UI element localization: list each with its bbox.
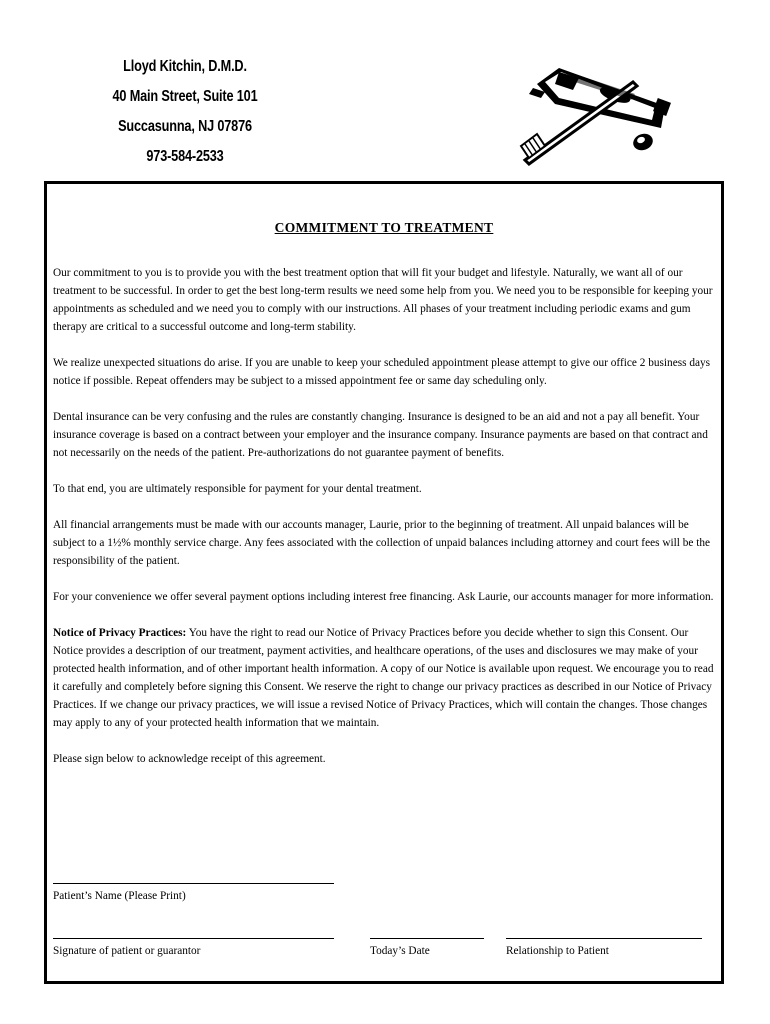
- paragraph-privacy: [53, 624, 717, 732]
- toothbrush-and-toothpaste-icon: [515, 48, 675, 168]
- paragraph-commitment: Our commitment to you is to provide you with the best treatment option that will fit your budget and lifestyle. Naturally, we want all of our treatment to be successful. In order to get the best long-term results we need some help from you. We need you to be responsible for keeping your appointments as scheduled and we need you to comply with our instructions. All phases of your treatment including periodic exams and gum therapy are critical to a successful outcome and long-term stability.: [53, 267, 713, 333]
- street-address: 40 Main Street, Suite 101: [112, 88, 258, 105]
- date-field[interactable]: [370, 938, 484, 957]
- sign-prompt: Please sign below to acknowledge receipt of this agreement.: [53, 753, 326, 765]
- patient-name-label: Patient’s Name (Please Print): [53, 883, 334, 902]
- privacy-heading: Notice of Privacy Practices:: [53, 627, 187, 639]
- privacy-text: You have the right to read our Notice of Privacy Practices before you decide whether to sign this Consent. Our Notice provides a description of our treatment, payment activities, and healthcare operations, of the uses and disclosures we may make of your protected health information, and of other important health information. A copy of our Notice is available upon request. We encourage you to read it carefully and completely before signing this Consent. We reserve the right to change our privacy practices as described in our Notice of Privacy Practices. If we change our privacy practices, we will issue a revised Notice of Privacy Practices, which will contain the changes. Those changes may apply to any of your protected health information that we maintain.: [53, 627, 714, 729]
- paragraph-financial: All financial arrangements must be made with our accounts manager, Laurie, prior to the beginning of treatment. All unpaid balances will be subject to a 1½% monthly service charge. Any fees associated with the collection of unpaid balances including attorney and court fees will be the responsibility of the patient.: [53, 519, 711, 567]
- relationship-field[interactable]: [506, 938, 702, 957]
- agreement-body: [53, 264, 717, 768]
- doctor-name: Lloyd Kitchin, D.M.D.: [123, 58, 247, 75]
- phone-number: 973-584-2533: [146, 148, 224, 165]
- document-title: COMMITMENT TO TREATMENT: [274, 220, 494, 235]
- agreement-frame: [44, 181, 724, 984]
- signature-label: Signature of patient or guarantor: [53, 938, 334, 957]
- patient-name-field[interactable]: [53, 883, 334, 902]
- paragraph-responsibility: To that end, you are ultimately responsible for payment for your dental treatment.: [53, 483, 422, 495]
- city-state-zip: Succasunna, NJ 07876: [118, 118, 252, 135]
- paragraph-missed-appointments: We realize unexpected situations do arise. If you are unable to keep your scheduled appointment please attempt to give our office 2 business days notice if possible. Repeat offenders may be subject to a missed appointment fee or same day scheduling only.: [53, 357, 711, 387]
- date-label: Today’s Date: [370, 938, 484, 957]
- paragraph-payment-options: For your convenience we offer several payment options including interest free financing. Ask Laurie, our accounts manager for more information.: [53, 591, 714, 603]
- practice-header: [90, 56, 280, 176]
- signature-field[interactable]: [53, 938, 334, 957]
- relationship-label: Relationship to Patient: [506, 938, 702, 957]
- paragraph-insurance: Dental insurance can be very confusing and the rules are constantly changing. Insurance is designed to be an aid and not a pay all benefit. Your insurance coverage is based on a contract between your employer and the insurance company. Insurance payments are based on that contract and not necessarily on the needs of the patient. Pre-authorizations do not guarantee payment of benefits.: [53, 411, 708, 459]
